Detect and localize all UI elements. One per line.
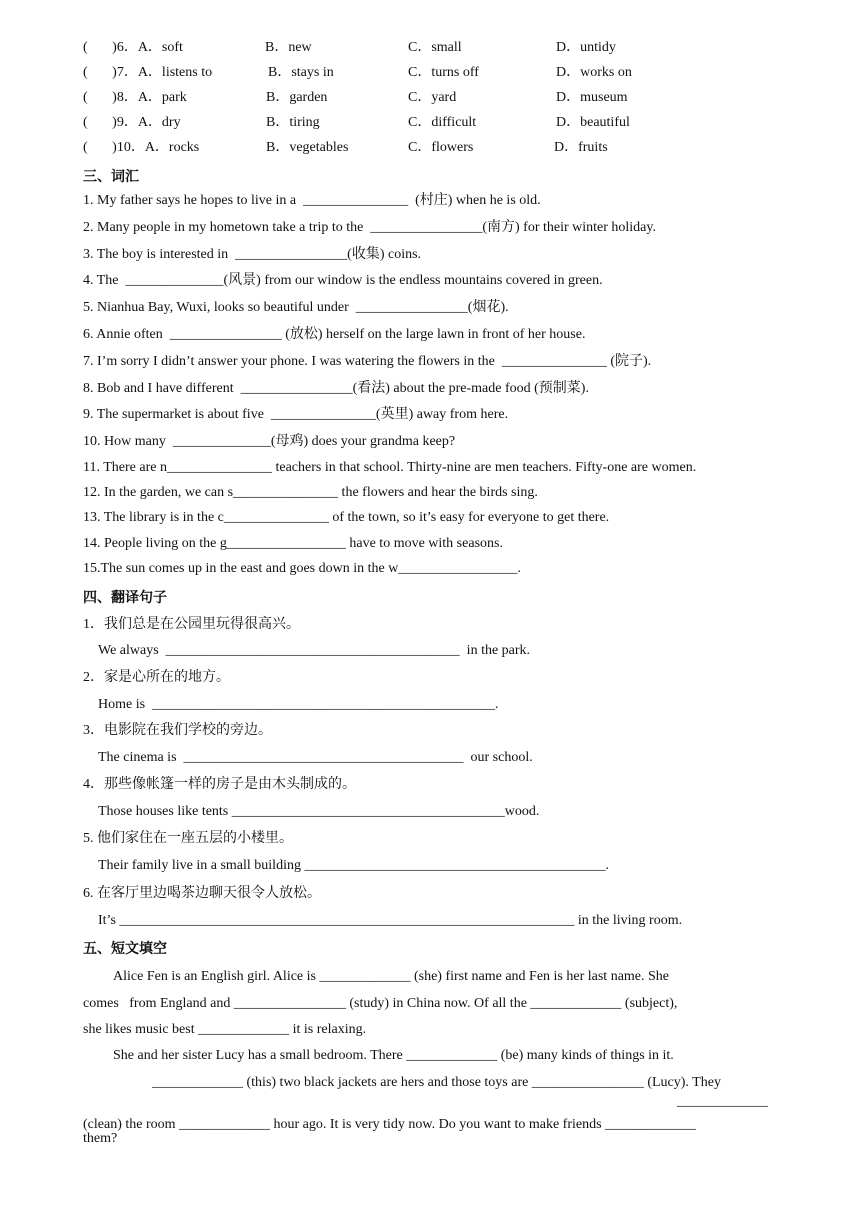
mc-option-c: C．flowers [408,140,474,155]
mc-option-b: B．stays in [268,65,334,80]
translation-english: Their family live in a small building ___________________________________________. [98,858,609,873]
mc-question-10 [83,140,723,156]
vocab-item: 3. The boy is interested in ________________(收集) coins. [83,247,422,262]
mc-question-9 [83,115,723,131]
vocab-item: 4. The ______________(风景) from our window is the endless mountains covered in green. [83,273,603,288]
translation-english: We always __________________________________________ in the park. [98,643,531,658]
translation-chinese: 3．电影院在我们学校的旁边。 [83,723,272,738]
section-title-vocabulary: 三、词汇 [83,169,139,185]
mc-option-b: B．tiring [266,115,320,130]
translation-english: Those houses like tents _______________________________________wood. [98,804,540,819]
vocab-item: 12. In the garden, we can s_______________ the flowers and hear the birds sing. [83,485,538,500]
vocab-item: 1. My father says he hopes to live in a _______________ (村庄) when he is old. [83,193,541,208]
vocab-item: 10. How many ______________(母鸡) does your grandma keep? [83,434,456,449]
mc-option-c: C．turns off [408,65,479,80]
mc-stem: ( )6．A．soft [83,40,183,55]
mc-stem: ( )9．A．dry [83,115,181,130]
mc-option-c: C．yard [408,90,457,105]
cloze-line: them? [83,1131,118,1146]
mc-stem: ( )10．A．rocks [83,140,200,155]
vocab-item: 13. The library is in the c_______________ of the town, so it’s easy for everyone to get there. [83,510,610,525]
vocab-item: 8. Bob and I have different ________________(看法) about the pre-made food (预制菜). [83,381,589,396]
mc-option-d: D．beautiful [556,115,630,130]
mc-stem: ( )7．A．listens to [83,65,213,80]
section-title-cloze: 五、短文填空 [83,941,167,957]
mc-option-b: B．garden [266,90,328,105]
cloze-line: _____________ [677,1094,768,1109]
vocab-item: 14. People living on the g_________________ have to move with seasons. [83,536,503,551]
mc-option-c: C．difficult [408,115,477,130]
vocab-item: 6. Annie often ________________ (放松) herself on the large lawn in front of her house. [83,327,586,342]
cloze-line: Alice Fen is an English girl. Alice is _____________ (she) first name and Fen is her last name. She [113,969,670,984]
translation-english: The cinema is ________________________________________ our school. [98,750,533,765]
vocab-item: 7. I’m sorry I didn’t answer your phone. I was watering the flowers in the _______________ (院子). [83,354,652,369]
mc-option-d: D．museum [556,90,628,105]
cloze-line: (clean) the room _____________ hour ago. It is very tidy now. Do you want to make friends _____________ [83,1117,697,1132]
mc-option-b: B．new [265,40,312,55]
mc-question-6 [83,40,723,56]
cloze-line: She and her sister Lucy has a small bedroom. There _____________ (be) many kinds of things in it. [113,1048,674,1063]
translation-chinese: 4．那些像帐篷一样的房子是由木头制成的。 [83,777,356,792]
vocab-item: 15.The sun comes up in the east and goes down in the w_________________. [83,561,521,576]
mc-question-8 [83,90,723,106]
cloze-line: she likes music best _____________ it is relaxing. [83,1022,367,1037]
mc-question-7 [83,65,723,81]
translation-english: It’s _________________________________________________________________ in the living room. [98,913,683,928]
vocab-item: 11. There are n_______________ teachers in that school. Thirty-nine are men teachers. Fifty-one are women. [83,460,697,475]
vocab-item: 9. The supermarket is about five _______________(英里) away from here. [83,407,509,422]
mc-option-d: D．untidy [556,40,616,55]
vocab-item: 5. Nianhua Bay, Wuxi, looks so beautiful under ________________(烟花). [83,300,509,315]
mc-option-c: C．small [408,40,462,55]
translation-chinese: 1．我们总是在公园里玩得很高兴。 [83,617,300,632]
translation-chinese: 6. 在客厅里边喝茶边聊天很令人放松。 [83,886,321,901]
section-title-translation: 四、翻译句子 [83,590,167,606]
mc-stem: ( )8．A．park [83,90,187,105]
translation-chinese: 5. 他们家住在一座五层的小楼里。 [83,831,293,846]
cloze-line: comes from England and ________________ (study) in China now. Of all the _____________ (subject), [83,996,678,1011]
cloze-line: _____________ (this) two black jackets are hers and those toys are ________________ (Lucy). They [152,1075,721,1090]
vocab-item: 2. Many people in my hometown take a trip to the ________________(南方) for their winter holiday. [83,220,656,235]
translation-chinese: 2．家是心所在的地方。 [83,670,230,685]
mc-option-d: D．works on [556,65,632,80]
mc-option-d: D．fruits [554,140,608,155]
translation-english: Home is _________________________________________________. [98,697,499,712]
mc-option-b: B．vegetables [266,140,349,155]
